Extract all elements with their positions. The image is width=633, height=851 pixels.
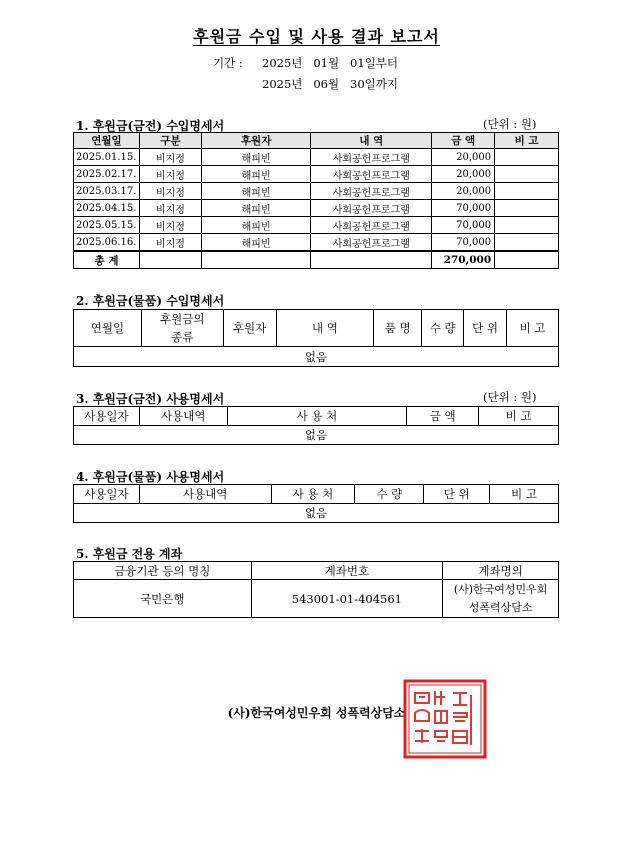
empty-row bbox=[74, 504, 559, 523]
col-header-usage: 사용내역 bbox=[139, 407, 227, 426]
table-header-row bbox=[74, 407, 559, 426]
cell-donor: 해피빈 bbox=[201, 183, 311, 200]
col-header-kind: 후원금의 종류 bbox=[141, 310, 223, 347]
section1-title: 1. 후원금(금전) 수입명세서 bbox=[76, 119, 225, 133]
cell-type: 비지정 bbox=[139, 166, 201, 183]
cell-type: 비지정 bbox=[139, 183, 201, 200]
cell-note bbox=[495, 200, 559, 217]
table-row bbox=[74, 217, 559, 234]
cell-donor: 해피빈 bbox=[201, 217, 311, 234]
col-header-qty: 수 량 bbox=[422, 310, 464, 347]
bank-name: 국민은행 bbox=[74, 580, 252, 618]
cell-note bbox=[495, 149, 559, 166]
col-header-date: 사용일자 bbox=[74, 407, 140, 426]
cell-date: 2025.01.15. bbox=[74, 149, 140, 166]
section1-unit: (단위 : 원) bbox=[483, 117, 537, 131]
col-header-bank: 금융기관 등의 명칭 bbox=[74, 562, 252, 580]
empty-text: 없음 bbox=[74, 347, 559, 367]
cell-donor: 해피빈 bbox=[201, 149, 311, 166]
cell-amount: 70,000 bbox=[432, 234, 495, 252]
table-row bbox=[74, 200, 559, 217]
cell-type: 비지정 bbox=[139, 217, 201, 234]
col-header-note: 비 고 bbox=[507, 310, 559, 347]
cell-type: 비지정 bbox=[139, 149, 201, 166]
cell-date: 2025.03.17. bbox=[74, 183, 140, 200]
col-header-qty: 수 량 bbox=[355, 485, 424, 504]
cell-desc: 사회공헌프로그램 bbox=[311, 183, 432, 200]
total-amount: 270,000 bbox=[432, 251, 495, 269]
footer-org-name: (사)한국여성민우회 성폭력상담소 bbox=[227, 706, 406, 720]
table-header-row bbox=[74, 133, 559, 149]
goods-usage-table bbox=[73, 484, 559, 523]
col-header-place: 사 용 처 bbox=[271, 485, 355, 504]
official-seal-stamp bbox=[403, 679, 487, 759]
cell-desc: 사회공헌프로그램 bbox=[311, 149, 432, 166]
cell-amount: 70,000 bbox=[432, 217, 495, 234]
col-header-usage: 사용내역 bbox=[139, 485, 271, 504]
table-row bbox=[74, 149, 559, 166]
cell-date: 2025.06.16. bbox=[74, 234, 140, 252]
col-header-type: 구분 bbox=[139, 133, 201, 149]
col-header-place: 사 용 처 bbox=[227, 407, 407, 426]
goods-income-table bbox=[73, 309, 559, 367]
col-header-donor: 후원자 bbox=[201, 133, 311, 149]
empty-row bbox=[74, 347, 559, 367]
cell-amount: 20,000 bbox=[432, 149, 495, 166]
col-header-amount: 금 액 bbox=[407, 407, 479, 426]
cell-note bbox=[495, 183, 559, 200]
col-header-note: 비 고 bbox=[479, 407, 559, 426]
cell-date: 2025.05.15. bbox=[74, 217, 140, 234]
table-header-row bbox=[74, 485, 559, 504]
table-header-row bbox=[74, 310, 559, 347]
table-header-row bbox=[74, 562, 559, 580]
cell-note bbox=[495, 166, 559, 183]
empty-row bbox=[74, 426, 559, 445]
col-header-unit: 단 위 bbox=[464, 310, 507, 347]
cell-donor: 해피빈 bbox=[201, 200, 311, 217]
cell-amount: 20,000 bbox=[432, 166, 495, 183]
empty-text: 없음 bbox=[74, 426, 559, 445]
table-row bbox=[74, 166, 559, 183]
cell-note bbox=[495, 234, 559, 252]
col-header-amount: 금 액 bbox=[432, 133, 495, 149]
account-row bbox=[74, 580, 559, 618]
money-usage-table bbox=[73, 406, 559, 445]
col-header-date: 연월일 bbox=[74, 133, 140, 149]
cell-donor: 해피빈 bbox=[201, 234, 311, 252]
total-row bbox=[74, 251, 559, 269]
section2-title: 2. 후원금(물품) 수입명세서 bbox=[76, 294, 225, 308]
cell-type: 비지정 bbox=[139, 234, 201, 252]
col-header-note: 비 고 bbox=[490, 485, 559, 504]
account-holder: (사)한국여성민우회 성폭력상담소 bbox=[443, 580, 559, 618]
cell-desc: 사회공헌프로그램 bbox=[311, 217, 432, 234]
account-number: 543001-01-404561 bbox=[251, 580, 443, 618]
cell-amount: 20,000 bbox=[432, 183, 495, 200]
col-header-donor: 후원자 bbox=[223, 310, 276, 347]
cell-type: 비지정 bbox=[139, 200, 201, 217]
table-row bbox=[74, 183, 559, 200]
cell-desc: 사회공헌프로그램 bbox=[311, 234, 432, 252]
cell-note bbox=[495, 217, 559, 234]
col-header-account: 계좌번호 bbox=[251, 562, 443, 580]
cell-date: 2025.02.17. bbox=[74, 166, 140, 183]
section3-unit: (단위 : 원) bbox=[483, 390, 537, 404]
col-header-holder: 계좌명의 bbox=[443, 562, 559, 580]
table-row bbox=[74, 234, 559, 252]
money-income-table bbox=[73, 132, 559, 269]
period-start: 2025년 01월 01일부터 bbox=[262, 56, 399, 70]
col-header-item: 품 명 bbox=[374, 310, 422, 347]
col-header-desc: 내 역 bbox=[311, 133, 432, 149]
total-label: 총 계 bbox=[74, 251, 140, 269]
empty-text: 없음 bbox=[74, 504, 559, 523]
section3-title: 3. 후원금(금전) 사용명세서 bbox=[76, 392, 225, 406]
period-end: 2025년 06월 30일까지 bbox=[262, 77, 399, 91]
cell-donor: 해피빈 bbox=[201, 166, 311, 183]
col-header-date: 사용일자 bbox=[74, 485, 140, 504]
cell-desc: 사회공헌프로그램 bbox=[311, 200, 432, 217]
col-header-note: 비 고 bbox=[495, 133, 559, 149]
col-header-date: 연월일 bbox=[74, 310, 142, 347]
cell-amount: 70,000 bbox=[432, 200, 495, 217]
section4-title: 4. 후원금(물품) 사용명세서 bbox=[76, 470, 225, 484]
section5-title: 5. 후원금 전용 계좌 bbox=[76, 547, 183, 561]
cell-date: 2025.04.15. bbox=[74, 200, 140, 217]
period-label: 기간 : bbox=[213, 56, 243, 70]
report-title: 후원금 수입 및 사용 결과 보고서 bbox=[193, 27, 440, 46]
cell-desc: 사회공헌프로그램 bbox=[311, 166, 432, 183]
col-header-unit: 단 위 bbox=[424, 485, 490, 504]
col-header-desc: 내 역 bbox=[276, 310, 374, 347]
account-table bbox=[73, 561, 559, 618]
